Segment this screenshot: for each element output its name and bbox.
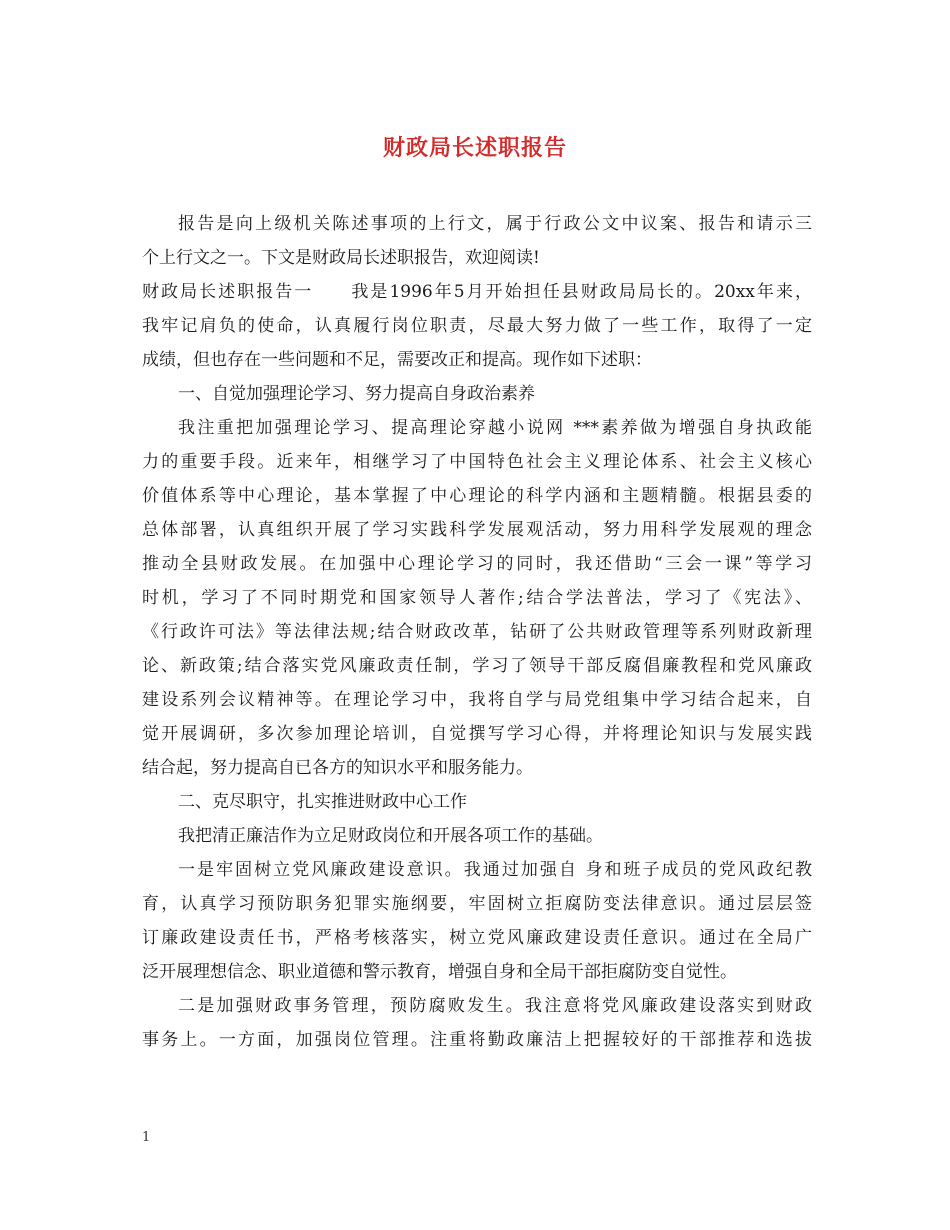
document-body bbox=[142, 207, 812, 1057]
text-line: 《行政许可法》等法律法规;结合财政改革，钻研了公共财政管理等系列财政新理 bbox=[142, 622, 812, 642]
text-line: 事务上。一方面，加强岗位管理。注重将勤政廉洁上把握较好的干部推荐和选拔 bbox=[142, 1030, 812, 1050]
document-title: 财政局长述职报告 bbox=[382, 135, 567, 161]
text-line: 一、自觉加强理论学习、努力提高自身政治素养 bbox=[178, 384, 535, 404]
text-line: 泛开展理想信念、职业道德和警示教育，增强自身和全局干部拒腐防变自觉性。 bbox=[142, 962, 737, 982]
text-line: 结合起，努力提高自已各方的知识水平和服务能力。 bbox=[142, 758, 533, 778]
text-line: 个上行文之一。下文是财政局长述职报告，欢迎阅读! bbox=[142, 248, 540, 268]
text-line: 我把清正廉洁作为立足财政岗位和开展各项工作的基础。 bbox=[178, 826, 603, 846]
text-line: 一是牢固树立党风廉政建设意识。我通过加强自 身和班子成员的党风政纪教 bbox=[178, 860, 812, 880]
text-line: 我注重把加强理论学习、提高理论穿越小说网 ***素养做为增强自身执政能 bbox=[178, 418, 812, 438]
text-line: 财政局长述职报告一 我是1996年5月开始担任县财政局局长的。20xx年来， bbox=[142, 282, 812, 302]
text-line: 力的重要手段。近来年，相继学习了中国特色社会主义理论体系、社会主义核心 bbox=[142, 452, 812, 472]
text-line: 订廉政建设责任书，严格考核落实，树立党风廉政建设责任意识。通过在全局广 bbox=[142, 928, 812, 948]
text-line: 育，认真学习预防职务犯罪实施纲要，牢固树立拒腐防变法律意识。通过层层签 bbox=[142, 894, 812, 914]
text-line: 推动全县财政发展。在加强中心理论学习的同时，我还借助“三会一课”等学习 bbox=[142, 554, 812, 574]
text-line: 成绩，但也存在一些问题和不足，需要改正和提高。现作如下述职： bbox=[142, 350, 652, 370]
text-line: 报告是向上级机关陈述事项的上行文，属于行政公文中议案、报告和请示三 bbox=[178, 214, 812, 234]
text-line: 建设系列会议精神等。在理论学习中，我将自学与局党组集中学习结合起来，自 bbox=[142, 690, 812, 710]
text-line: 我牢记肩负的使命，认真履行岗位职责，尽最大努力做了一些工作，取得了一定 bbox=[142, 316, 812, 336]
text-line: 论、新政策;结合落实党风廉政责任制，学习了领导干部反腐倡廉教程和党风廉政 bbox=[142, 656, 812, 676]
text-line: 觉开展调研，多次参加理论培训，自觉撰写学习心得，并将理论知识与发展实践 bbox=[142, 724, 812, 744]
text-line: 总体部署，认真组织开展了学习实践科学发展观活动，努力用科学发展观的理念 bbox=[142, 520, 812, 540]
text-line: 时机，学习了不同时期党和国家领导人著作;结合学法普法，学习了《宪法》、 bbox=[142, 588, 812, 608]
text-line: 二是加强财政事务管理，预防腐败发生。我注意将党风廉政建设落实到财政 bbox=[178, 996, 812, 1016]
text-line: 二、克尽职守，扎实推进财政中心工作 bbox=[178, 792, 467, 812]
page-number: 1 bbox=[142, 1130, 151, 1145]
text-line: 价值体系等中心理论，基本掌握了中心理论的科学内涵和主题精髓。根据县委的 bbox=[142, 486, 812, 506]
